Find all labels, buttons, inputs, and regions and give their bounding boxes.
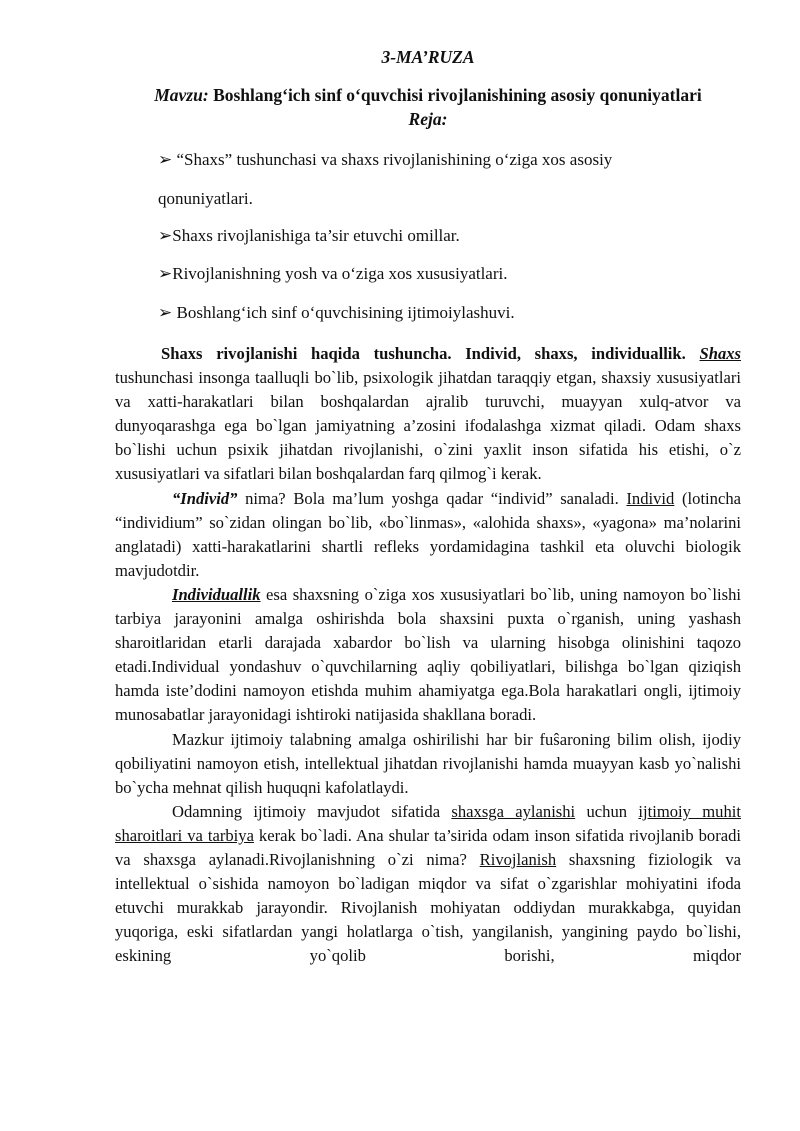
paragraph-individ-text-b: (lotincha “individium” so`zidan olingan bo`lib, «bo`linmas», «alohida shaxs», «yagona» ma’nolarini anglatadi) xatti-harakatlarini shartli refleks yordamidagina tashkil eta oluvchi biologik mavjudotdir. — [115, 488, 741, 580]
paragraph-individuallik-text: esa shaxsning o`ziga xos xususiyatlari bo`lib, uning namoyon bo`lishi tarbiya jarayonini amalga oshirishda bola shaxsini puxta o`rganish, uning yashash sharoitlaridan etarli darajada xabardor bo`lish va ularning hisobga olinishini taqozo etadi.Individual yondashuv o`quvchilarning aqliy qobiliyatlari, bilishga bo`lgan qiziqish hamda iste’dodini namoyon etishda muhim ahamiyatga ega.Bola harakatlari ongli, ijtimoiy munosabatlar jarayonidagi ishtiroki natijasida shakllana boradi. — [115, 584, 741, 725]
paragraph-rivojlanish-text-b: uchun — [575, 801, 639, 821]
paragraph-rivojlanish — [115, 800, 741, 969]
term-individuallik: Individuallik — [172, 584, 261, 604]
plan-item-3: ➢Rivojlanishning yosh va o‘ziga xos xususiyatlari. — [158, 264, 508, 283]
paragraph-talab: Mazkur ijtimoiy talabning amalga oshirilishi har bir fuŝaroning bilim olish, ijodiy qobiliyatini namoyon etish, intellektual jihatdan rivojlanishi hamda muayyan kasb yo`nalishi bo`ycha mehnat qilish huquqni kafolatlaydi. — [115, 729, 741, 797]
paragraph-shaxs — [115, 342, 741, 487]
body-text — [115, 342, 741, 968]
lecture-topic — [0, 85, 800, 106]
paragraph-rivojlanish-text-c: kerak bo`ladi. Ana shular ta’sirida odam inson sifatida rivojlanib boradi va shaxsga aylanadi.Rivojlanishning o`zi nima? — [115, 825, 741, 869]
plan-label: Reja: — [408, 109, 448, 129]
term-ijtimoiy-muhit: ijtimoiy muhit sharoitlari va tarbiya — [115, 801, 741, 845]
topic-text: Boshlang‘ich sinf o‘quvchisi rivojlanishining asosiy qonuniyatlari — [213, 85, 702, 105]
paragraph-individ — [115, 487, 741, 583]
term-rivojlanish: Rivojlanish — [479, 849, 557, 869]
plan-item-1-continuation: qonuniyatlari. — [158, 189, 253, 208]
plan-item-2: ➢Shaxs rivojlanishiga ta’sir etuvchi omillar. — [158, 226, 460, 245]
plan-item-4: ➢ Boshlang‘ich sinf o‘quvchisining ijtimoiylashuvi. — [158, 303, 515, 322]
lecture-title: 3-MA’RUZA — [381, 47, 475, 67]
topic-label: Mavzu: — [154, 85, 209, 105]
term-individ-quoted: “Individ” — [172, 488, 238, 508]
plan-item-1: ➢ “Shaxs” tushunchasi va shaxs rivojlanishining o‘ziga xos asosiy — [158, 150, 613, 169]
term-individ: Individ — [626, 488, 675, 508]
paragraph-individuallik — [115, 583, 741, 728]
section-heading: Shaxs rivojlanishi haqida tushuncha. Individ, shaxs, individuallik. — [161, 344, 686, 363]
paragraph-shaxs-text: tushunchasi insonga taalluqli bo`lib, psixologik jihatdan taraqqiy etgan, shaxsiy xususiyatlari va xatti-harakatlari bilan boshqalardan ajralib turuvchi, muayyan xulq-atvor va dunyoqarashga ega bo`lgan jamiyatning a’zosini ifodalashga xizmat qiladi. Odam shaxs bo`lishi uchun psixik jihatdan rivojlanishi, o`zini yaxlit inson sifatida his etishi, o`z xususiyatlari va sifatlari bilan boshqalardan farq qilmog`i kerak. — [115, 368, 741, 484]
paragraph-rivojlanish-text-a: Odamning ijtimoiy mavjudot sifatida — [172, 801, 452, 821]
paragraph-individ-text-a: nima? Bola ma’lum yoshga qadar “individ” sanaladi. — [237, 488, 627, 508]
paragraph-rivojlanish-text-d: shaxsning fiziologik va intellektual o`sishida namoyon bo`ladigan miqdor va sifat o`zgarishlar mohiyatini ifoda etuvchi murakkab jarayondir. Rivojlanish mohiyatan oddiydan murakkabga, quyidan yuqoriga, eski sifatlardan yangi holatlarga o`tish, yangilanish, yangining paydo bo`lishi, eskining yo`qolib borishi, miqdor — [115, 849, 741, 966]
term-shaxs: Shaxs — [699, 344, 741, 363]
term-shaxsga-aylanishi: shaxsga aylanishi — [451, 801, 576, 821]
